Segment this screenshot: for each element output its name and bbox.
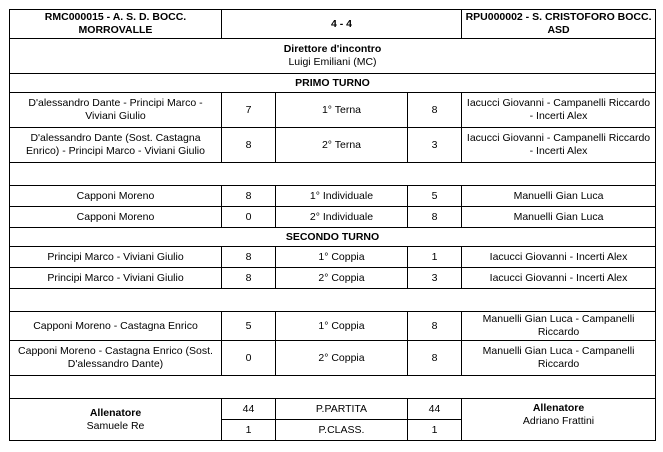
match-row <box>10 268 656 289</box>
home-players: Capponi Moreno <box>10 186 222 207</box>
away-players: Iacucci Giovanni - Incerti Alex <box>462 247 656 268</box>
match-row <box>10 128 656 163</box>
match-row <box>10 312 656 341</box>
away-score: 8 <box>408 93 462 128</box>
game-type: 1° Individuale <box>276 186 408 207</box>
spacer-cell <box>10 289 656 312</box>
away-score: 8 <box>408 312 462 341</box>
home-score: 8 <box>222 247 276 268</box>
match-score: 4 - 4 <box>222 10 462 39</box>
game-type: 2° Coppia <box>276 341 408 376</box>
home-score: 0 <box>222 341 276 376</box>
home-score: 8 <box>222 268 276 289</box>
spacer-cell <box>10 376 656 399</box>
spacer-row <box>10 289 656 312</box>
away-players: Manuelli Gian Luca <box>462 186 656 207</box>
turn2-title: SECONDO TURNO <box>10 228 656 247</box>
turn1-title: PRIMO TURNO <box>10 74 656 93</box>
home-players: D'alessandro Dante (Sost. Castagna Enrico) - Principi Marco - Viviani Giulio <box>10 128 222 163</box>
game-type: 2° Individuale <box>276 207 408 228</box>
away-score: 5 <box>408 186 462 207</box>
home-players: Principi Marco - Viviani Giulio <box>10 268 222 289</box>
turn2-title-row <box>10 228 656 247</box>
spacer-row <box>10 376 656 399</box>
away-partita-points: 44 <box>408 399 462 420</box>
home-score: 8 <box>222 186 276 207</box>
home-players: Principi Marco - Viviani Giulio <box>10 247 222 268</box>
away-score: 3 <box>408 268 462 289</box>
turn1-title-row <box>10 74 656 93</box>
home-players: Capponi Moreno - Castagna Enrico <box>10 312 222 341</box>
match-row <box>10 186 656 207</box>
spacer-cell <box>10 163 656 186</box>
home-score: 8 <box>222 128 276 163</box>
match-row <box>10 93 656 128</box>
away-score: 8 <box>408 341 462 376</box>
game-type: 2° Coppia <box>276 268 408 289</box>
away-team: RPU000002 - S. CRISTOFORO BOCC. ASD <box>462 10 656 39</box>
match-row <box>10 247 656 268</box>
game-type: 1° Coppia <box>276 312 408 341</box>
director-label: Direttore d'incontro <box>283 43 382 55</box>
partita-label: P.PARTITA <box>276 399 408 420</box>
home-partita-points: 44 <box>222 399 276 420</box>
away-class-points: 1 <box>408 420 462 441</box>
away-coach-cell <box>462 399 656 441</box>
game-type: 1° Coppia <box>276 247 408 268</box>
away-coach-name: Adriano Frattini <box>522 415 595 427</box>
away-players: Manuelli Gian Luca <box>462 207 656 228</box>
match-report-table <box>9 9 656 441</box>
match-row <box>10 207 656 228</box>
home-coach-label: Allenatore <box>89 406 142 419</box>
home-coach-cell <box>10 399 222 441</box>
home-class-points: 1 <box>222 420 276 441</box>
home-team: RMC000015 - A. S. D. BOCC. MORROVALLE <box>10 10 222 39</box>
away-players: Iacucci Giovanni - Campanelli Riccardo - Incerti Alex <box>462 128 656 163</box>
away-score: 1 <box>408 247 462 268</box>
home-players: D'alessandro Dante - Principi Marco - Viviani Giulio <box>10 93 222 128</box>
director-row <box>10 39 656 74</box>
game-type: 2° Terna <box>276 128 408 163</box>
home-players: Capponi Moreno <box>10 207 222 228</box>
home-score: 0 <box>222 207 276 228</box>
header-row <box>10 10 656 39</box>
footer-row-partita <box>10 399 656 420</box>
class-label: P.CLASS. <box>276 420 408 441</box>
away-players: Manuelli Gian Luca - Campanelli Riccardo <box>462 341 656 376</box>
spacer-row <box>10 163 656 186</box>
director-cell <box>10 39 656 74</box>
away-score: 3 <box>408 128 462 163</box>
away-coach-label: Allenatore <box>532 402 585 414</box>
home-coach-name: Samuele Re <box>86 419 145 432</box>
away-score: 8 <box>408 207 462 228</box>
director-name: Luigi Emiliani (MC) <box>288 56 377 68</box>
home-score: 5 <box>222 312 276 341</box>
home-score: 7 <box>222 93 276 128</box>
away-players: Manuelli Gian Luca - Campanelli Riccardo <box>462 312 656 341</box>
game-type: 1° Terna <box>276 93 408 128</box>
home-players: Capponi Moreno - Castagna Enrico (Sost. D'alessandro Dante) <box>10 341 222 376</box>
away-players: Iacucci Giovanni - Incerti Alex <box>462 268 656 289</box>
match-row <box>10 341 656 376</box>
away-players: Iacucci Giovanni - Campanelli Riccardo - Incerti Alex <box>462 93 656 128</box>
